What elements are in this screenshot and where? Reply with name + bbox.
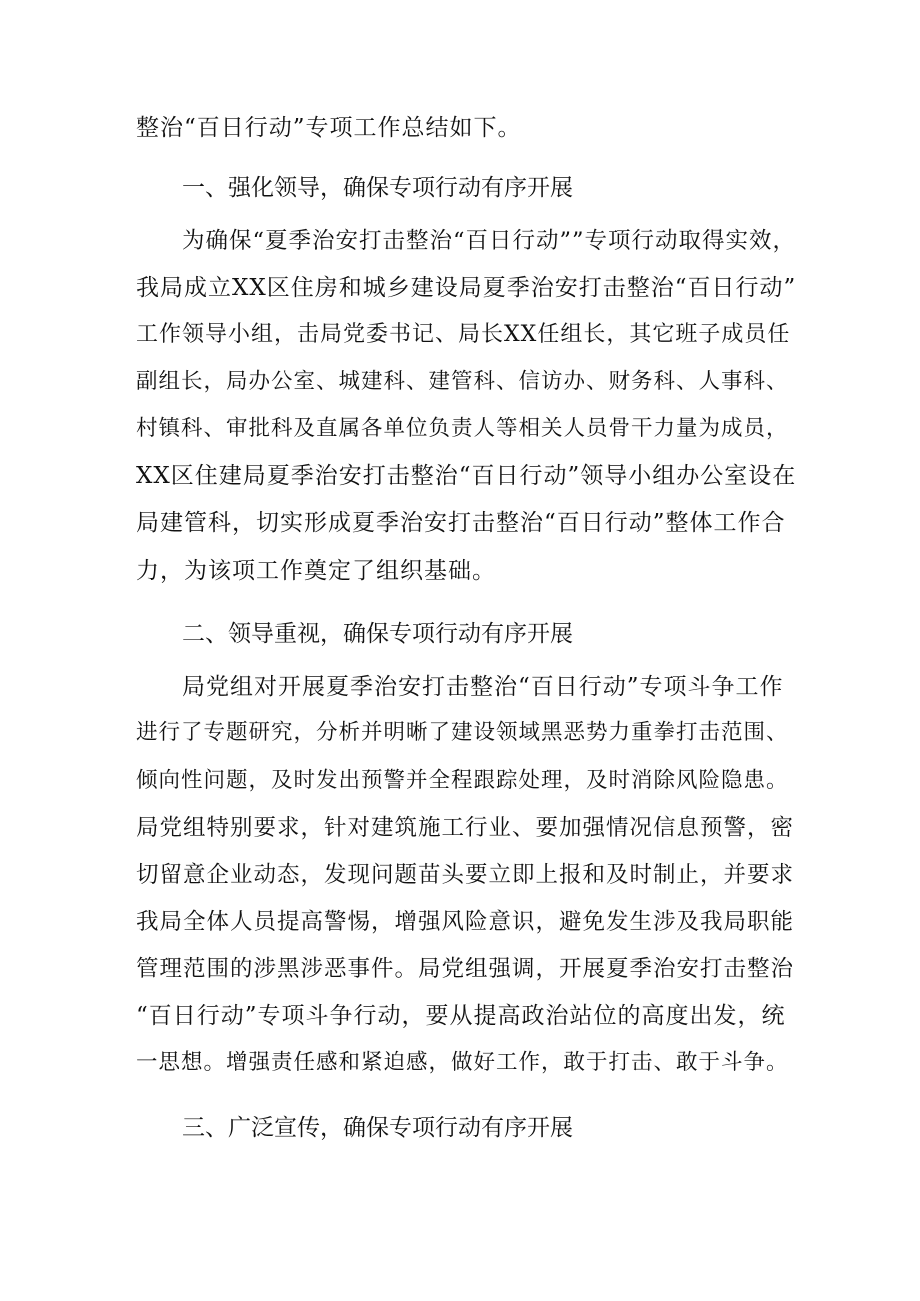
section-1-heading: 一、强化领导，确保专项行动有序开展 (182, 175, 573, 201)
section-1-line-5: 村镇科、审批科及直属各单位负责人等相关人员骨干力量为成员， (136, 416, 789, 441)
section-2-line-8: “百日行动”专项斗争行动，要从提高政治站位的高度出发，统 (136, 1003, 786, 1029)
section-2-line-1: 局党组对开展夏季治安打击整治“百日行动”专项斗争工作 (182, 674, 784, 700)
section-2-line-9: 一思想。增强责任感和紧迫感，做好工作，敢于打击、敢于斗争。 (136, 1050, 789, 1075)
section-2-line-3: 倾向性问题，及时发出预警并全程跟踪处理，及时消除风险隐患。 (136, 768, 789, 793)
section-1-line-3: 工作领导小组，击局党委书记、局长XX任组长，其它班子成员任 (136, 322, 791, 347)
section-2-line-2: 进行了专题研究，分析并明晰了建设领域黑恶势力重拳打击范围、 (136, 720, 789, 745)
section-2-line-5: 切留意企业动态，发现问题苗头要立即上报和及时制止，并要求 (136, 862, 795, 888)
section-2-line-7: 管理范围的涉黑涉恶事件。局党组强调，开展夏季治安打击整治 (136, 956, 795, 982)
section-1-line-8: 力，为该项工作奠定了组织基础。 (136, 558, 496, 584)
section-2-line-6: 我局全体人员提高警惕，增强风险意识，避免发生涉及我局职能 (136, 909, 795, 935)
section-2-line-4: 局党组特别要求，针对建筑施工行业、要加强情况信息预警，密 (136, 815, 795, 841)
section-1-line-2: 我局成立XX区住房和城乡建设局夏季治安打击整治“百日行动” (136, 275, 797, 301)
section-1-line-1: 为确保“夏季治安打击整治“百日行动””专项行动取得实效， (182, 228, 797, 254)
intro-line: 整治“百日行动”专项工作总结如下。 (136, 115, 522, 141)
section-1-line-4: 副组长，局办公室、城建科、建管科、信访办、财务科、人事科、 (136, 369, 789, 394)
section-1-line-7: 局建管科，切实形成夏季治安打击整治“百日行动”整体工作合 (136, 510, 786, 536)
section-3-heading: 三、广泛宣传，确保专项行动有序开展 (182, 1115, 573, 1141)
section-2-heading: 二、领导重视，确保专项行动有序开展 (182, 621, 573, 647)
section-1-line-6: XX区住建局夏季治安打击整治“百日行动”领导小组办公室设在 (136, 463, 797, 489)
